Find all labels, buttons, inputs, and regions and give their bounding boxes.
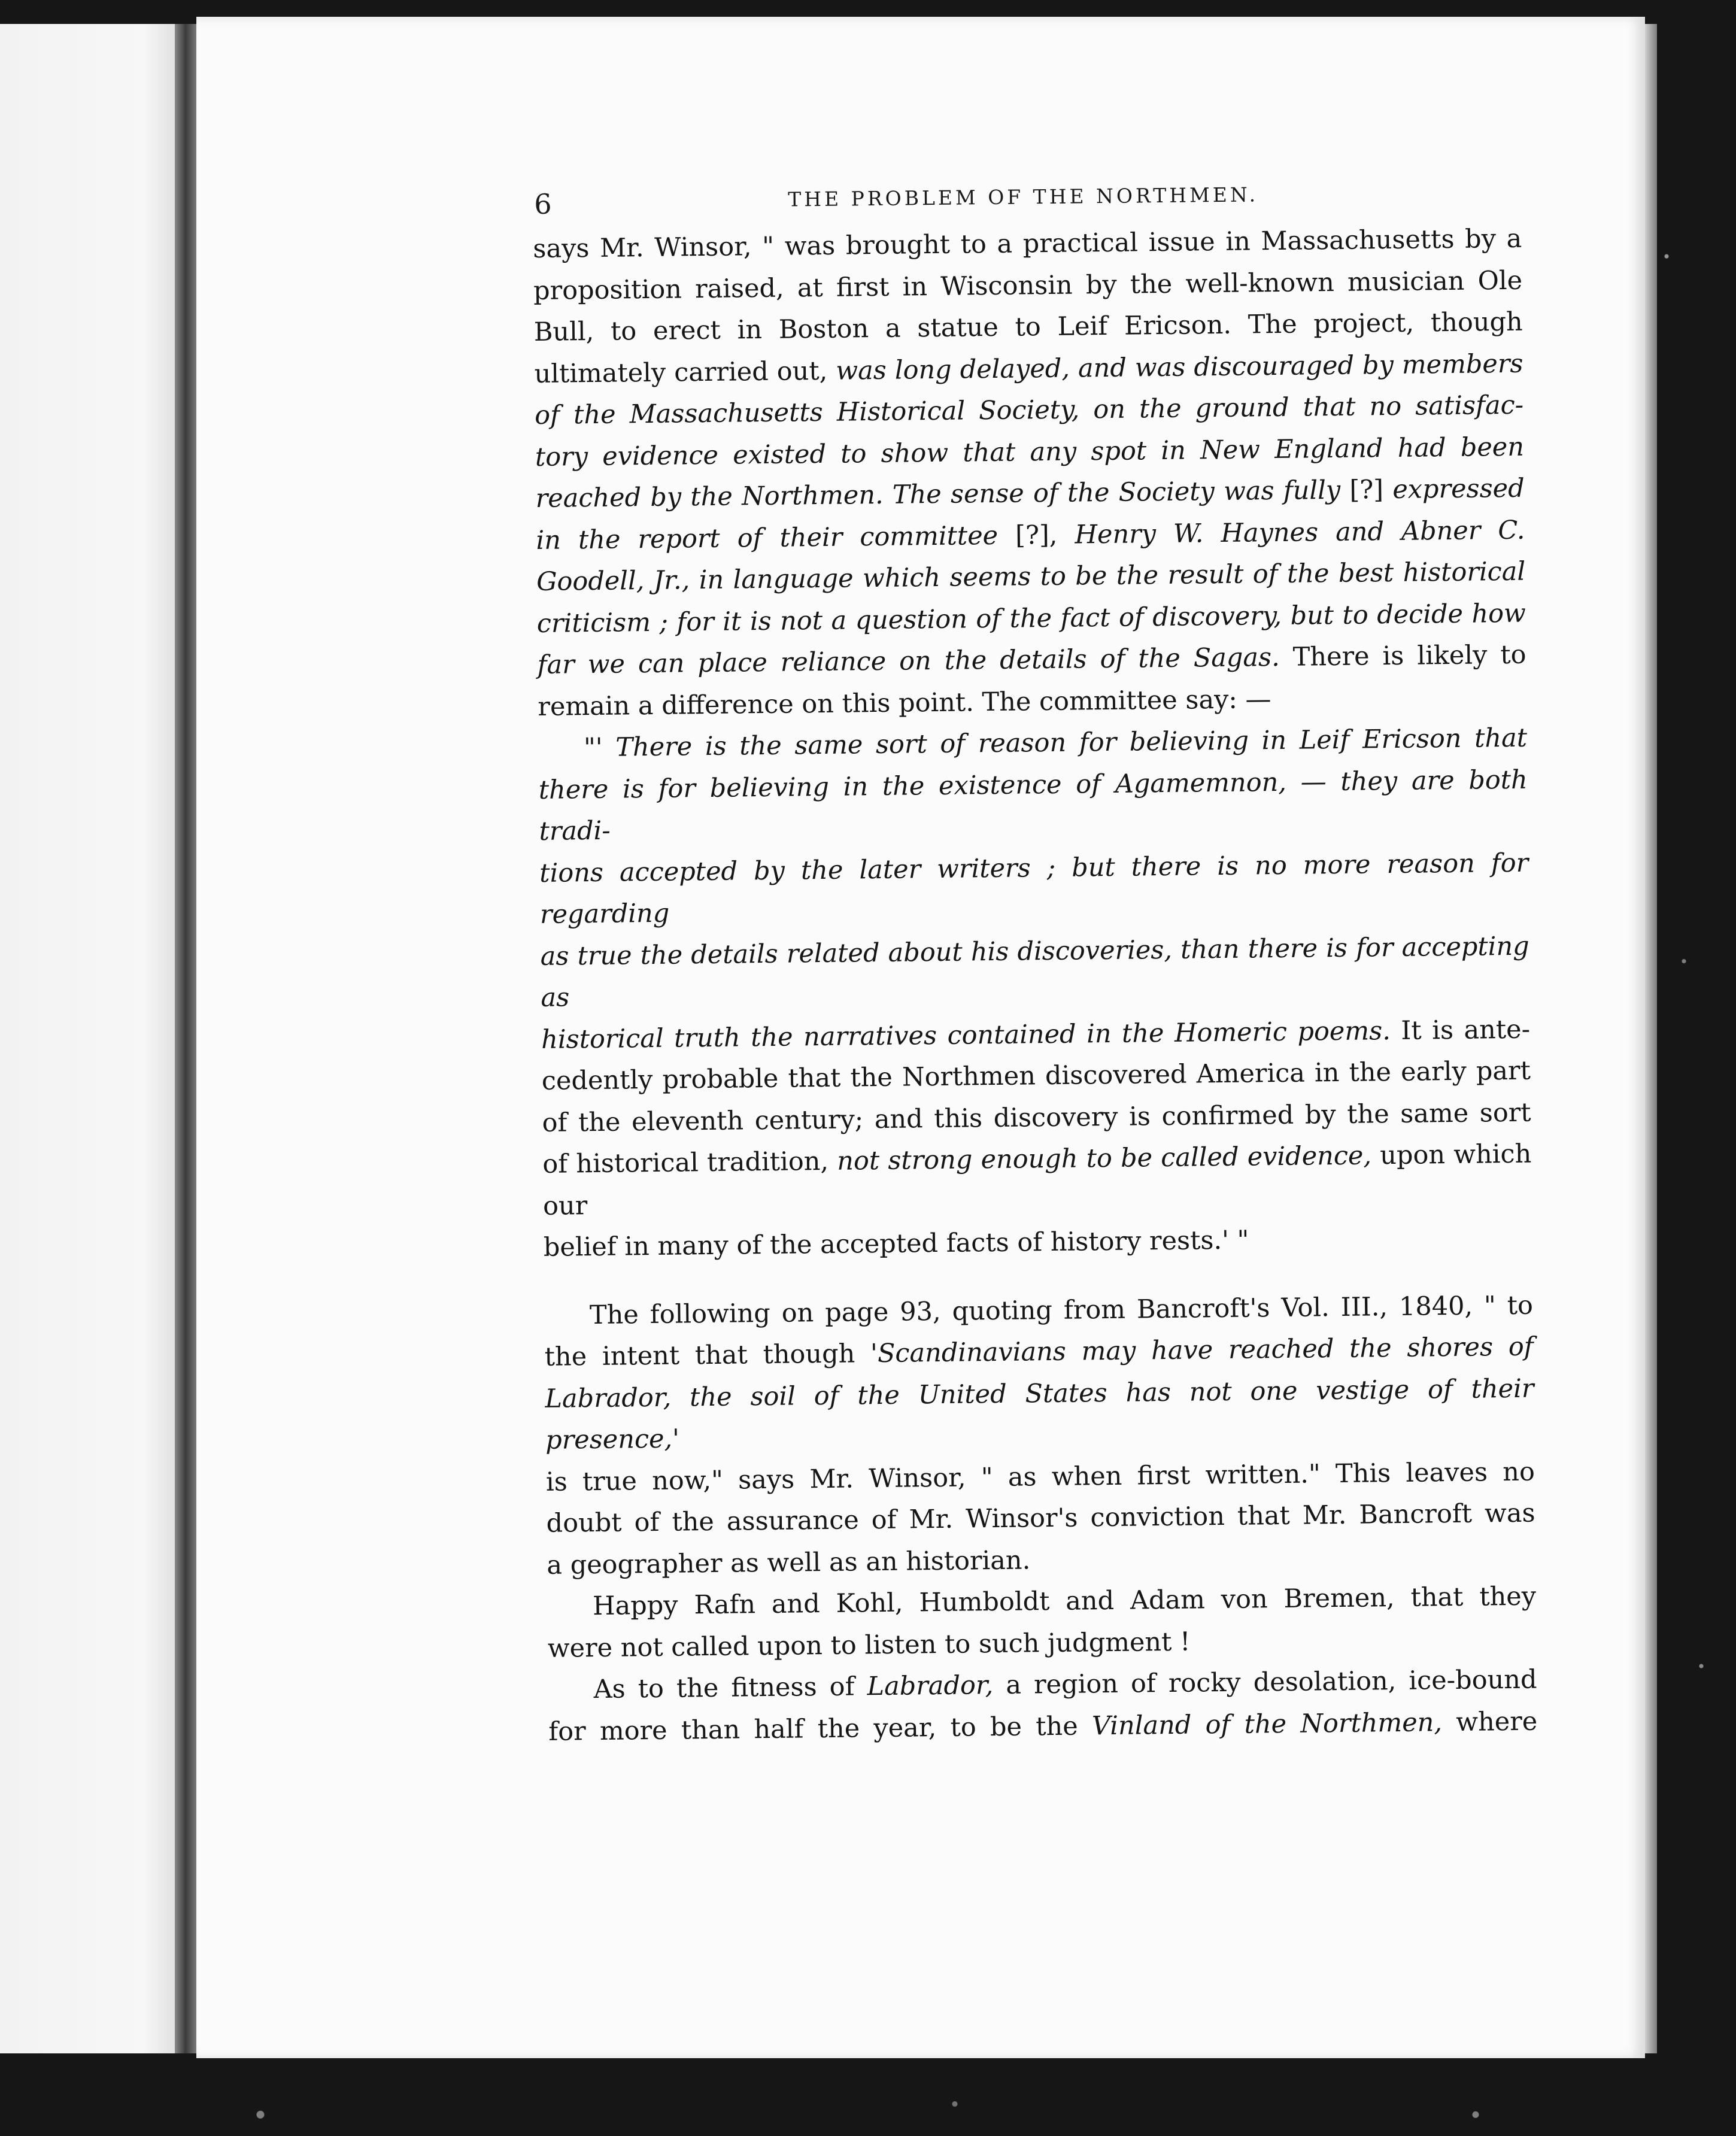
italic-span: not strong enough to be called evidence, — [837, 1140, 1372, 1176]
italic-span: was long delayed, and was discouraged by members — [836, 348, 1523, 386]
roman-span: Bull, to erect in Boston a statue to Leif Ericson. The project, though — [533, 307, 1523, 347]
roman-span: There is likely to — [1279, 639, 1526, 672]
italic-span: as true the details related about his discoveries, than there is for accepting as — [540, 931, 1529, 1013]
italic-span: expressed — [1383, 473, 1525, 505]
roman-span: , — [1049, 520, 1075, 550]
text-line — [542, 1134, 1532, 1227]
page-number: 6 — [534, 187, 552, 220]
book-gutter — [175, 24, 196, 2053]
roman-span: It is ante- — [1390, 1014, 1531, 1046]
roman-span: is true now," says Mr. Winsor, " as when first written." This leaves no — [545, 1457, 1535, 1497]
roman-span: [?] — [1349, 475, 1384, 505]
italic-span: there is for believing in the existence of Agamemnon, — they are both tradi- — [538, 764, 1528, 846]
roman-span: ultimately carried out, — [534, 356, 836, 389]
roman-span: a geographer as well as an historian. — [547, 1545, 1031, 1580]
italic-span: Labrador, — [867, 1670, 994, 1702]
roman-span: where — [1441, 1706, 1538, 1737]
roman-span: upon which our — [542, 1139, 1532, 1221]
italic-span: tory evidence existed to show that any spot in New England had been — [535, 432, 1525, 472]
roman-span: doubt of the assurance of Mr. Winsor's conviction that Mr. Bancroft was — [546, 1498, 1535, 1539]
italic-span: Vinland of the Northmen, — [1091, 1707, 1443, 1741]
italic-span: reached by the Northmen. The sense of the Society was fully — [535, 475, 1350, 514]
roman-span: The following on page 93, quoting from Bancroft's Vol. III., 1840, " to — [589, 1290, 1534, 1330]
roman-span: As to the fitness of — [593, 1671, 867, 1705]
roman-span: "' — [583, 732, 616, 763]
text-line — [540, 926, 1529, 1019]
body-text — [533, 219, 1538, 1753]
previous-page-edge — [0, 24, 180, 2053]
italic-span: far we can place reliance on the details of the Sagas. — [537, 642, 1280, 680]
italic-span: tions accepted by the later writers ; but there is no more reason for regarding — [539, 848, 1529, 930]
italic-span: of the Massachusetts Historical Society, on the ground that no satisfac- — [535, 390, 1524, 430]
roman-span: belief in many of the accepted facts of history rests.' " — [543, 1225, 1249, 1263]
text-line — [545, 1368, 1534, 1461]
italic-span: Henry W. Haynes and Abner C. — [1075, 515, 1525, 550]
italic-span: Goodell, Jr., in language which seems to be the result of the best historical — [536, 556, 1526, 597]
roman-span: [?] — [1015, 520, 1050, 551]
italic-span: criticism ; for it is not a question of the fact of discovery, but to decide how — [536, 598, 1526, 639]
italic-span: There is the same sort of reason for believing in Leif Ericson that — [615, 723, 1528, 763]
roman-span: proposition raised, at first in Wisconsin by the well-known musician Ole — [533, 265, 1523, 306]
roman-span: a region of rocky desolation, ice-bound — [993, 1664, 1537, 1701]
italic-span: Scandinavians may have reached the shores of — [877, 1331, 1534, 1369]
roman-span: remain a difference on this point. The committee say: — — [538, 684, 1271, 722]
roman-span: says Mr. Winsor, " was brought to a practical issue in Massachusetts by a — [533, 223, 1522, 264]
italic-span: Labrador, the soil of the United States has not one vestige of their presence, — [545, 1373, 1534, 1455]
roman-span: the intent that though ' — [544, 1339, 878, 1372]
text-line — [538, 759, 1528, 852]
roman-span: cedently probable that the Northmen discovered America in the early part — [541, 1055, 1531, 1096]
text-line — [539, 842, 1529, 936]
roman-span: of the eleventh century; and this discovery is confirmed by the same sort — [542, 1097, 1531, 1138]
italic-span: historical truth the narratives contained in the Homeric poems. — [541, 1015, 1391, 1055]
roman-span: ' — [672, 1424, 680, 1454]
italic-span: in the report of their committee — [536, 520, 1016, 556]
roman-span: for more than half the year, to be the — [548, 1710, 1092, 1747]
roman-span: were not called upon to listen to such judgment ! — [547, 1627, 1191, 1664]
running-head: THE PROBLEM OF THE NORTHMEN. — [788, 183, 1259, 211]
roman-span: Happy Rafn and Kohl, Humboldt and Adam von Bremen, that they — [592, 1581, 1537, 1622]
roman-span: of historical tradition, — [542, 1146, 837, 1179]
page-fore-edge — [1645, 24, 1657, 2053]
